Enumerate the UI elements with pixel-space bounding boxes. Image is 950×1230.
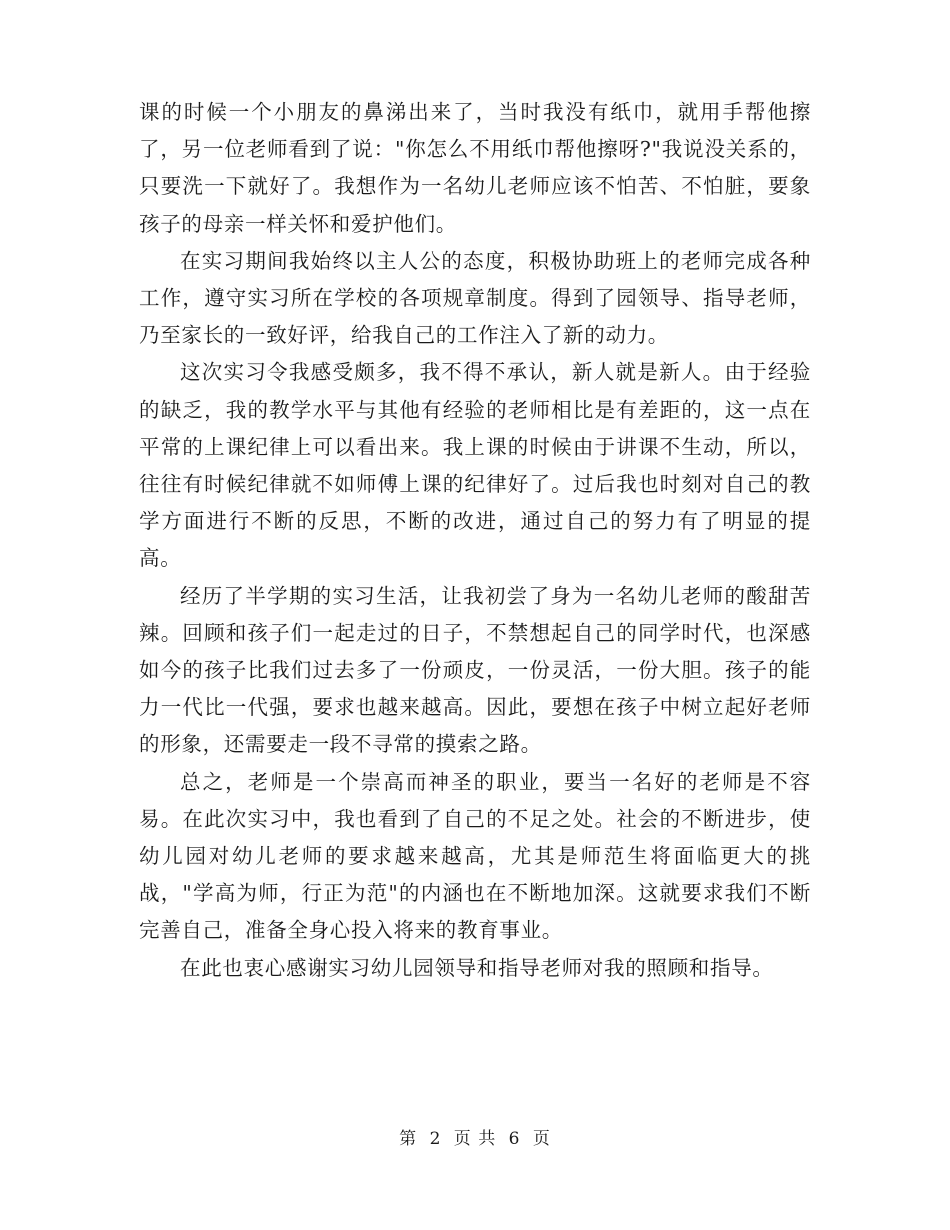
document-body <box>139 94 811 987</box>
paragraph: 经历了半学期的实习生活，让我初尝了身为一名幼儿老师的酸甜苦辣。回顾和孩子们一起走过的日子，不禁想起自己的同学时代，也深感如今的孩子比我们过去多了一份顽皮，一份灵活，一份大胆。孩子的能力一代比一代强，要求也越来越高。因此，要想在孩子中树立起好老师的形象，还需要走一段不寻常的摸索之路。 <box>139 583 811 757</box>
paragraph: 总之，老师是一个崇高而神圣的职业，要当一名好的老师是不容易。在此次实习中，我也看到了自己的不足之处。社会的不断进步，使幼儿园对幼儿老师的要求越来越高，尤其是师范生将面临更大的挑战，"学高为师，行正为范"的内涵也在不断地加深。这就要求我们不断完善自己，准备全身心投入将来的教育事业。 <box>139 769 811 943</box>
paragraph: 在实习期间我始终以主人公的态度，积极协助班上的老师完成各种工作，遵守实习所在学校的各项规章制度。得到了园领导、指导老师，乃至家长的一致好评，给我自己的工作注入了新的动力。 <box>139 248 811 348</box>
total-pages-number: 6 <box>508 1129 521 1149</box>
page-footer <box>0 1124 950 1149</box>
page-label-suffix: 页 <box>532 1129 551 1149</box>
current-page-number: 2 <box>429 1129 442 1149</box>
paragraph: 这次实习令我感受颇多，我不得不承认，新人就是新人。由于经验的缺乏，我的教学水平与其他有经验的老师相比是有差距的，这一点在平常的上课纪律上可以看出来。我上课的时候由于讲课不生动，所以，往往有时候纪律就不如师傅上课的纪律好了。过后我也时刻对自己的教学方面进行不断的反思，不断的改进，通过自己的努力有了明显的提高。 <box>139 360 811 571</box>
page-label-mid: 页 共 <box>453 1129 497 1149</box>
page-label-prefix: 第 <box>399 1129 418 1149</box>
paragraph: 课的时候一个小朋友的鼻涕出来了，当时我没有纸巾，就用手帮他擦了，另一位老师看到了说："你怎么不用纸巾帮他擦呀?"我说没关系的，只要洗一下就好了。我想作为一名幼儿老师应该不怕苦、不怕脏，要象孩子的母亲一样关怀和爱护他们。 <box>139 100 811 236</box>
paragraph: 在此也衷心感谢实习幼儿园领导和指导老师对我的照顾和指导。 <box>180 955 774 980</box>
